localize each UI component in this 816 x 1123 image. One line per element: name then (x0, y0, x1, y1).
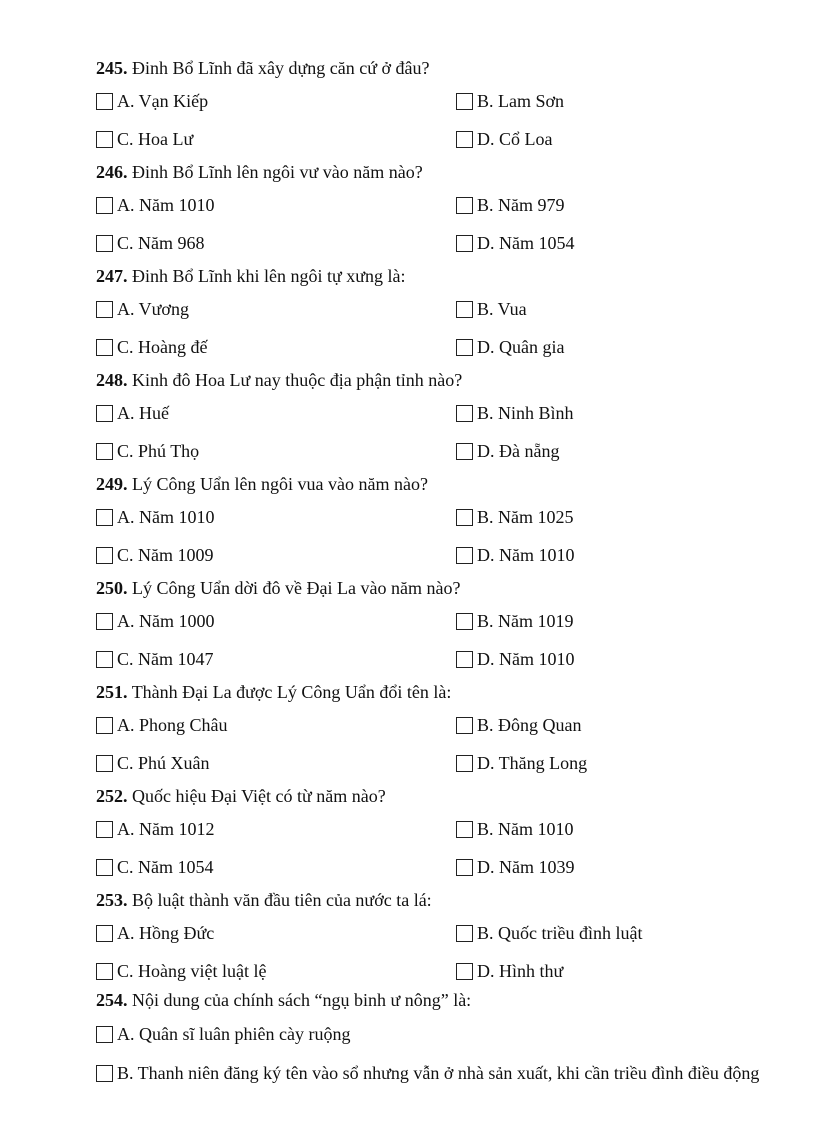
option-b[interactable] (456, 299, 527, 320)
question-title (96, 366, 786, 394)
option-label: C. Hoa Lư (117, 128, 194, 149)
option-label: D. Năm 1054 (477, 232, 575, 253)
option-label: D. Quân gia (477, 336, 565, 357)
option-label: C. Phú Xuân (117, 752, 210, 773)
option-label: C. Hoàng đế (117, 336, 208, 357)
option-d[interactable] (456, 545, 575, 566)
checkbox[interactable] (456, 547, 473, 564)
checkbox[interactable] (456, 755, 473, 772)
option-label: A. Năm 1010 (117, 194, 215, 215)
checkbox[interactable] (456, 613, 473, 630)
checkbox[interactable] (96, 509, 113, 526)
question-number: 248. (96, 370, 128, 390)
checkbox[interactable] (456, 821, 473, 838)
option-label: D. Năm 1039 (477, 856, 575, 877)
question-title (96, 574, 786, 602)
question-number: 249. (96, 474, 128, 494)
question-number: 250. (96, 578, 128, 598)
option-b[interactable] (456, 923, 642, 944)
option-a[interactable] (96, 819, 456, 840)
question-text: Lý Công Uẩn dời đô về Đại La vào năm nào? (132, 578, 461, 598)
option-label: B. Năm 1019 (477, 610, 574, 631)
question-block (96, 678, 786, 782)
checkbox[interactable] (96, 613, 113, 630)
checkbox[interactable] (96, 821, 113, 838)
option-b[interactable] (456, 507, 574, 528)
option-label: A. Huế (117, 402, 169, 423)
checkbox[interactable] (96, 963, 113, 980)
option-a[interactable] (96, 715, 456, 736)
option-label: B. Năm 1025 (477, 506, 574, 527)
option-label: C. Năm 1047 (117, 648, 214, 669)
checkbox[interactable] (96, 93, 113, 110)
question-number: 245. (96, 58, 128, 78)
option-label: A. Năm 1012 (117, 818, 215, 839)
option-b[interactable] (456, 195, 565, 216)
question-number: 247. (96, 266, 128, 286)
checkbox[interactable] (456, 509, 473, 526)
question-title (96, 54, 786, 82)
option-c[interactable] (96, 857, 456, 878)
question-block (96, 470, 786, 574)
question-number: 246. (96, 162, 128, 182)
checkbox[interactable] (456, 859, 473, 876)
question-title (96, 678, 786, 706)
option-c[interactable] (96, 441, 456, 462)
checkbox[interactable] (96, 235, 113, 252)
option-d[interactable] (456, 129, 553, 150)
option-d[interactable] (456, 961, 563, 982)
option-label: B. Vua (477, 298, 527, 319)
question-title (96, 470, 786, 498)
option-label: C. Hoàng việt luật lệ (117, 960, 267, 981)
options-row (96, 848, 786, 886)
checkbox[interactable] (456, 93, 473, 110)
option-label: B. Năm 979 (477, 194, 565, 215)
option-a[interactable] (96, 507, 456, 528)
option-label: D. Hình thư (477, 960, 564, 981)
option-label: C. Năm 1054 (117, 856, 214, 877)
question-block (96, 366, 786, 470)
options-row (96, 432, 786, 470)
options-row (96, 810, 786, 848)
option-a[interactable] (96, 91, 456, 112)
option-d[interactable] (456, 233, 575, 254)
option-c[interactable] (96, 545, 456, 566)
option-label: D. Thăng Long (477, 752, 588, 773)
options-row (96, 640, 786, 678)
option-d[interactable] (456, 441, 559, 462)
question-number: 254. (96, 990, 128, 1010)
question-text: Nội dung của chính sách “ngụ binh ư nông” là: (132, 990, 472, 1010)
option-c[interactable] (96, 753, 456, 774)
option-b[interactable] (456, 91, 564, 112)
options-row (96, 82, 786, 120)
option-label: A. Phong Châu (117, 714, 228, 735)
option-a[interactable] (96, 299, 456, 320)
options-row (96, 914, 786, 952)
option-label: C. Phú Thọ (117, 440, 200, 461)
options-row (96, 394, 786, 432)
checkbox[interactable] (456, 925, 473, 942)
option-label: D. Đà nẵng (477, 440, 560, 461)
checkbox[interactable] (96, 301, 113, 318)
option-label: B. Quốc triều đình luật (477, 922, 643, 943)
question-title (96, 886, 786, 914)
checkbox[interactable] (96, 339, 113, 356)
question-text: Đinh Bổ Lĩnh khi lên ngôi tự xưng là: (132, 266, 406, 286)
option-a[interactable] (96, 195, 456, 216)
checkbox[interactable] (96, 651, 113, 668)
checkbox[interactable] (96, 197, 113, 214)
option-label: C. Năm 1009 (117, 544, 214, 565)
option-label: D. Năm 1010 (477, 648, 575, 669)
question-text: Đinh Bổ Lĩnh đã xây dựng căn cứ ở đâu? (132, 58, 430, 78)
question-number: 251. (96, 682, 128, 702)
options-row (96, 498, 786, 536)
option-label: A. Năm 1000 (117, 610, 215, 631)
question-block (96, 262, 786, 366)
checkbox[interactable] (96, 547, 113, 564)
option-c[interactable] (96, 649, 456, 670)
question-number: 252. (96, 786, 128, 806)
checkbox[interactable] (456, 963, 473, 980)
checkbox[interactable] (456, 339, 473, 356)
question-block (96, 158, 786, 262)
option-a[interactable] (96, 611, 456, 632)
checkbox[interactable] (456, 197, 473, 214)
option-label: A. Năm 1010 (117, 506, 215, 527)
option-d[interactable] (456, 649, 575, 670)
option-label: B. Năm 1010 (477, 818, 574, 839)
option-b[interactable] (456, 715, 582, 736)
option-c[interactable] (96, 129, 456, 150)
option-b[interactable] (96, 1054, 786, 1088)
option-label: D. Cổ Loa (477, 128, 553, 149)
checkbox[interactable] (96, 717, 113, 734)
option-label: B. Ninh Bình (477, 402, 574, 423)
option-d[interactable] (456, 753, 587, 774)
options-row (96, 328, 786, 366)
question-text: Quốc hiệu Đại Việt có từ năm nào? (132, 786, 386, 806)
option-label: A. Hồng Đức (117, 922, 215, 943)
checkbox[interactable] (96, 755, 113, 772)
checkbox[interactable] (96, 443, 113, 460)
checkbox[interactable] (456, 131, 473, 148)
option-label: B. Đông Quan (477, 714, 582, 735)
checkbox[interactable] (96, 1065, 113, 1082)
checkbox[interactable] (456, 235, 473, 252)
question-title (96, 986, 786, 1014)
options-row (96, 120, 786, 158)
checkbox[interactable] (456, 443, 473, 460)
question-block (96, 574, 786, 678)
options-row (96, 536, 786, 574)
question-block (96, 782, 786, 886)
option-label: B. Thanh niên đăng ký tên vào sổ nhưng vẫn ở nhà sản xuất, khi cần triều đình điều động (117, 1063, 760, 1083)
option-label: B. Lam Sơn (477, 90, 565, 111)
checkbox[interactable] (96, 925, 113, 942)
checkbox[interactable] (456, 651, 473, 668)
question-254 (96, 986, 786, 1088)
options-row (96, 186, 786, 224)
checkbox[interactable] (96, 405, 113, 422)
checkbox[interactable] (456, 405, 473, 422)
option-label: D. Năm 1010 (477, 544, 575, 565)
option-b[interactable] (456, 611, 574, 632)
option-label: C. Năm 968 (117, 232, 205, 253)
question-block (96, 886, 786, 990)
option-d[interactable] (456, 337, 564, 358)
question-title (96, 782, 786, 810)
checkbox[interactable] (96, 1026, 113, 1043)
question-text: Lý Công Uẩn lên ngôi vua vào năm nào? (132, 474, 428, 494)
options-row (96, 290, 786, 328)
option-b[interactable] (456, 819, 574, 840)
question-text: Bộ luật thành văn đầu tiên của nước ta lá: (132, 890, 432, 910)
option-c[interactable] (96, 961, 456, 982)
question-number: 253. (96, 890, 128, 910)
option-a[interactable] (96, 1014, 786, 1054)
option-c[interactable] (96, 337, 456, 358)
option-a[interactable] (96, 923, 456, 944)
question-block (96, 54, 786, 158)
question-title (96, 158, 786, 186)
checkbox[interactable] (96, 131, 113, 148)
options-row (96, 602, 786, 640)
options-row (96, 744, 786, 782)
option-a[interactable] (96, 403, 456, 424)
question-text: Kinh đô Hoa Lư nay thuộc địa phận tỉnh nào? (132, 370, 463, 390)
option-b[interactable] (456, 403, 574, 424)
checkbox[interactable] (456, 717, 473, 734)
checkbox[interactable] (96, 859, 113, 876)
question-text: Đinh Bổ Lĩnh lên ngôi vư vào năm nào? (132, 162, 423, 182)
option-d[interactable] (456, 857, 575, 878)
options-row (96, 952, 786, 990)
options-row (96, 224, 786, 262)
option-c[interactable] (96, 233, 456, 254)
option-label: A. Quân sĩ luân phiên cày ruộng (117, 1023, 351, 1044)
options-row (96, 706, 786, 744)
option-label: A. Vạn Kiếp (117, 90, 209, 111)
checkbox[interactable] (456, 301, 473, 318)
question-title (96, 262, 786, 290)
quiz-page (96, 54, 786, 990)
question-text: Thành Đại La được Lý Công Uẩn đổi tên là: (131, 682, 452, 702)
option-label: A. Vương (117, 298, 189, 319)
